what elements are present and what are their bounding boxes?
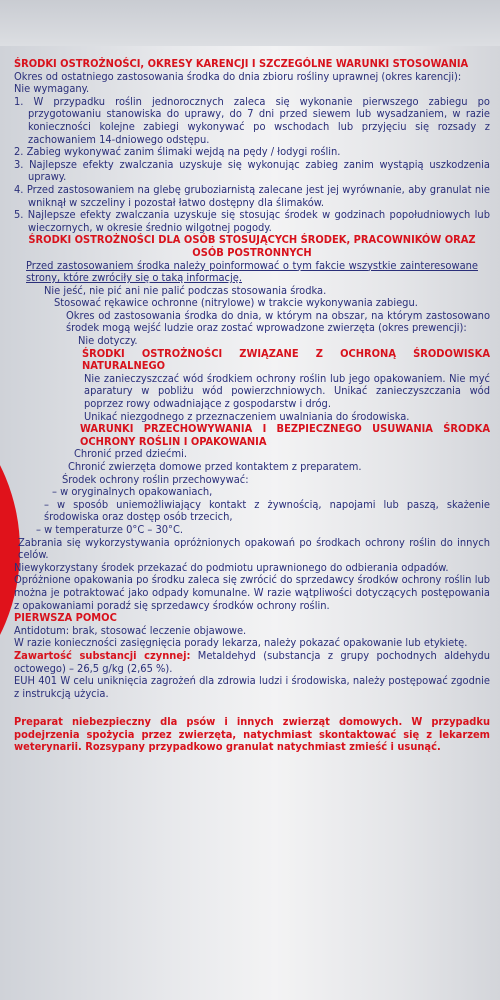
paragraph: Nie zanieczyszczać wód środkiem ochrony roślin lub jego opakowaniem. Nie myć aparatury w pobliżu wód powierzchniowych. Unikać zanieczyszczania wód poprzez rowy odwadniające z gospodarstw i dróg. — [84, 371, 490, 411]
paragraph: Nie dotyczy. — [78, 334, 138, 348]
paragraph: Nie wymagany. — [14, 82, 90, 96]
paragraph: EUH 401 W celu uniknięcia zagrożeń dla zdrowia ludzi i środowiska, należy postępować zgodnie z instrukcją użycia. — [14, 674, 490, 700]
heading-storage: WARUNKI PRZECHOWYWANIA I BEZPIECZNEGO USUWANIA ŚRODKA OCHRONY ROŚLIN I OPAKOWANIA — [80, 422, 490, 448]
paragraph: Okres od ostatniego zastosowania środka do dnia zbioru rośliny uprawnej (okres karencji): — [14, 69, 462, 83]
list-item: 5. Najlepsze efekty zwalczania uzyskuje się stosując środek w godzinach popołudniowych lub wieczornych, w okresie średnio wilgotnej pogody. — [14, 208, 490, 234]
paragraph: Opróżnione opakowania po środku zaleca się zwrócić do sprzedawcy środków ochrony roślin lub można je potraktować jako odpady komunalne. W razie wątpliwości dotyczących postępowania z opakowaniami poradź się sprzedawcy środków ochrony roślin. — [14, 573, 490, 612]
top-band — [0, 0, 500, 46]
paragraph: Środek ochrony roślin przechowywać: — [62, 472, 249, 486]
heading-precautions: ŚRODKI OSTROŻNOŚCI, OKRESY KARENCJI I SZCZEGÓLNE WARUNKI STOSOWANIA — [14, 57, 469, 70]
paragraph: – w temperaturze 0°C – 30°C. — [36, 522, 184, 536]
paragraph: Unikać niezgodnego z przeznaczeniem uwalniania do środowiska. — [84, 409, 410, 423]
list-item: 1. W przypadku roślin jednorocznych zaleca się wykonanie pierwszego zabiegu po przygotowaniu stanowiska do uprawy, do 7 dni przed siewem lub wysadzaniem, w razie konieczności kolejne zabiegi wykonywać po wschodach lub przyjęciu się rozsady z zachowaniem 14-dniowego odstępu. — [14, 94, 490, 146]
warning-text: Preparat niebezpieczny dla psów i innych zwierząt domowych. W przypadku podejrzenia spożycia przez zwierzęta, natychmiast skontaktować się z lekarzem weterynarii. Rozsypany przypadkowo granulat natychmiast zmieść i usunąć. — [14, 715, 490, 754]
active-substance-value: Metaldehyd (substancja z grupy pochodnych aldehydu octowego) – 26,5 g/kg (2,65 %). — [14, 648, 490, 675]
paragraph: Stosować rękawice ochronne (nitrylowe) w trakcie wykonywania zabiegu. — [54, 296, 418, 310]
list-item: 4. Przed zastosowaniem na glebę gruboziarnistą zalecane jest jej wyrównanie, aby granulat nie wniknął w szczeliny i pozostał łatwo dostępny dla ślimaków. — [14, 182, 490, 209]
list-item: 2. Zabieg wykonywać zanim ślimaki wejdą na pędy / łodygi roślin. — [14, 145, 341, 159]
paragraph: Chronić zwierzęta domowe przed kontaktem z preparatem. — [68, 460, 362, 473]
heading-operators: ŚRODKI OSTROŻNOŚCI DLA OSÓB STOSUJĄCYCH ŚRODEK, PRACOWNIKÓW ORAZ OSÓB POSTRONNYCH — [28, 233, 476, 259]
paragraph: Zabrania się wykorzystywania opróżnionych opakowań po środkach ochrony roślin do innych celów. — [18, 535, 490, 562]
paragraph: Okres od zastosowania środka do dnia, w którym na obszar, na którym zastosowano środek mogą wejść ludzie oraz zostać wprowadzone zwierzęta (okres prewencji): — [66, 308, 490, 335]
paragraph: Niewykorzystany środek przekazać do podmiotu uprawnionego do odbierania odpadów. — [14, 560, 449, 574]
paragraph: Chronić przed dziećmi. — [74, 447, 188, 461]
active-substance-label: Zawartość substancji czynnej: — [14, 648, 191, 662]
label-text — [14, 58, 490, 754]
paragraph: – w sposób uniemożliwiający kontakt z żywnością, napojami lub paszą, skażenie środowiska oraz dostęp osób trzecich, — [44, 497, 490, 524]
paragraph: – w oryginalnych opakowaniach, — [52, 485, 213, 499]
heading-environment: ŚRODKI OSTROŻNOŚCI ZWIĄZANE Z OCHRONĄ ŚRODOWISKA NATURALNEGO — [82, 346, 490, 373]
paragraph: Antidotum: brak, stosować leczenie objawowe. — [14, 623, 247, 637]
list-item: 3. Najlepsze efekty zwalczania uzyskuje się wykonując zabieg zanim wystąpią uszkodzenia uprawy. — [14, 157, 490, 184]
paragraph-active-substance — [14, 650, 490, 675]
paragraph: Nie jeść, nie pić ani nie palić podczas stosowania środka. — [44, 283, 327, 297]
spacer — [14, 700, 490, 716]
heading-first-aid: PIERWSZA POMOC — [14, 611, 117, 625]
paragraph: W razie konieczności zasięgnięcia porady lekarza, należy pokazać opakowanie lub etykietę. — [14, 636, 468, 650]
paragraph: Przed zastosowaniem środka należy poinformować o tym fakcie wszystkie zainteresowane strony, które zwróciły się o taką informację. — [26, 258, 478, 285]
